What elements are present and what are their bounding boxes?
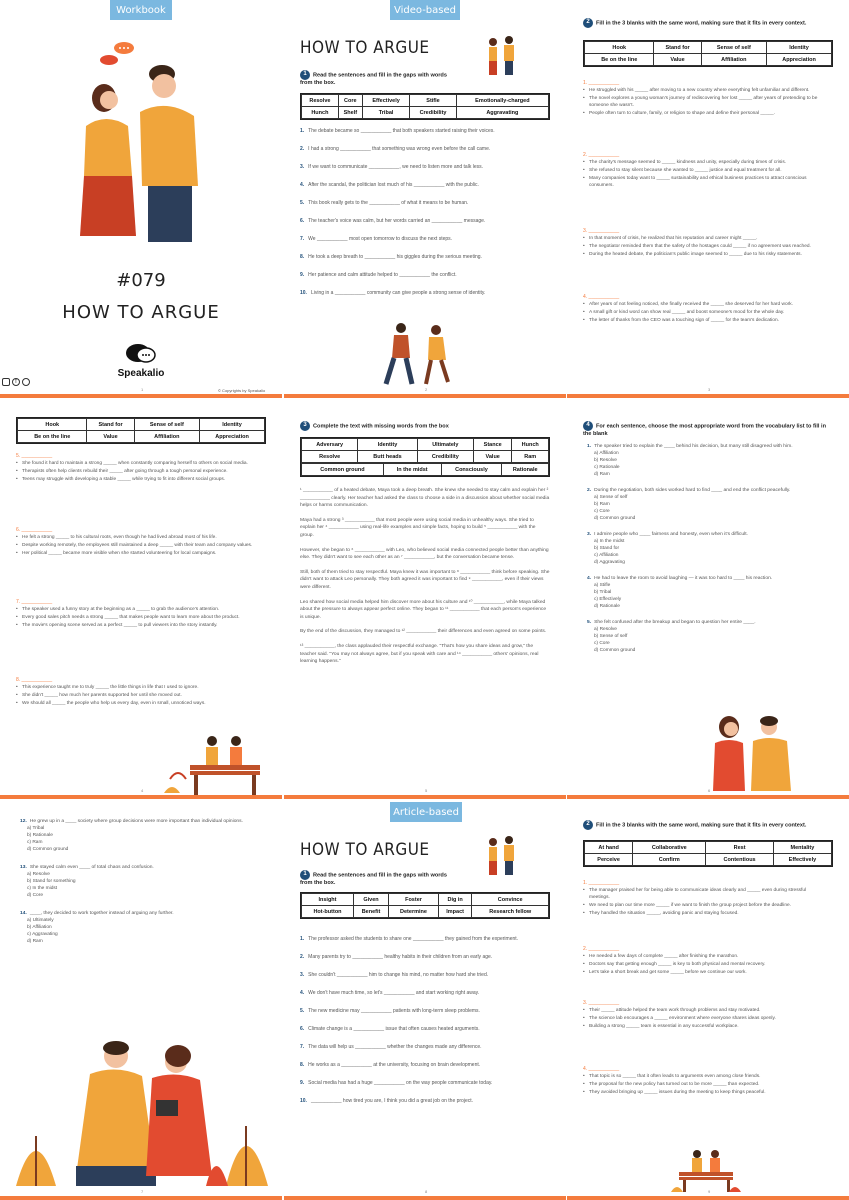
- word: Butt heads: [358, 451, 417, 463]
- exercise-instruction: [583, 820, 843, 830]
- word: Resolve: [302, 95, 339, 107]
- story-text: [300, 487, 550, 673]
- couple-on-bench-illustration: [671, 1146, 741, 1194]
- instruction-text: Read the sentences and fill in the gaps with words from the box.: [300, 872, 447, 886]
- question-item: 13. She stayed calm even ____ of total chaos and confusion. a) Resolve b) Stand for something c) In the midst d) Core: [20, 864, 154, 898]
- page-article-exercise-1: [284, 802, 566, 1200]
- exercise-number: 4: [583, 421, 593, 431]
- page-number: 1: [141, 387, 144, 392]
- list-item: 4. After the scandal, the politician lost much of his ___________ with the public.: [300, 182, 479, 188]
- list-item: 2. I had a strong ___________ that something was wrong even before the call came.: [300, 146, 491, 152]
- exercise-instruction: [583, 18, 843, 28]
- word: Given: [353, 894, 388, 906]
- footer-bar: [0, 795, 282, 799]
- page-video-exercise-3: [284, 401, 566, 799]
- word: Affiliation: [134, 431, 199, 443]
- word: Benefit: [353, 906, 388, 918]
- word: Common ground: [302, 464, 384, 476]
- context-block: 1. ___________ • The manager praised her for being able to communicate ideas clearly and _____ even during stressful meetings. • We need to plan our time more _____ if we want to finish the group project before the deadline. • They handled the situation _____, avoiding panic and staying focused.: [583, 880, 823, 919]
- page-exercise-4-continued: [0, 802, 282, 1200]
- page-number: 2: [425, 387, 428, 392]
- footer-bar: [284, 394, 566, 398]
- word: Hook: [585, 42, 654, 54]
- paragraph: By the end of the discussion, they managed to ¹² ___________ their differences and even agreed on some points.: [300, 629, 547, 635]
- page-title: HOW TO ARGUE: [300, 38, 430, 58]
- word: Aggravating: [456, 107, 548, 119]
- context-block: 3. ___________ • Their _____ attitude helped the team work through problems and stay motivated. • The science lab encourages a _____ environment where everyone shares ideas openly. • Building a strong _____ team is essential in any successful workplace.: [583, 1000, 823, 1032]
- word: Sense of self: [701, 42, 766, 54]
- word: Rest: [706, 842, 774, 854]
- word: Stance: [473, 439, 511, 451]
- exercise-number: 1: [300, 870, 310, 880]
- word: Sense of self: [134, 419, 199, 431]
- page-video-exercise-1: [284, 0, 566, 398]
- word-box: [16, 417, 266, 444]
- couple-small-illustration: [484, 32, 518, 76]
- brand-name: Speakalio: [117, 368, 165, 379]
- page-video-exercise-4: [567, 401, 849, 799]
- list-item: 2. Many parents try to ___________ healthy habits in their children from an early age.: [300, 954, 493, 960]
- paragraph: ¹³ ___________, the class applauded their respectful exchange. "That's how you share ideas and grow," the teacher said. "You may not always agree, but if you speak with care and ¹⁴ ___________ others' opinions, real learning happens.": [300, 643, 539, 665]
- question-item: 1. The speaker tried to explain the ____ behind his decision, but many still disagreed with him. a) Affiliation b) Resolve c) Rationale d) Ram: [587, 444, 793, 477]
- footer-bar: [284, 1196, 566, 1200]
- list-item: 9. Her patience and calm attitude helped to ___________ the conflict.: [300, 272, 457, 278]
- context-block: 1. ___________ • He struggled with his _____ after moving to a new country where everything felt unfamiliar and different. • The novel explores a young woman's journey of rediscovering her lost _____ after years of pretending to be someone she wasn't. • People often turn to culture, family, or religion to shape and define their personal _____.: [583, 80, 823, 119]
- word: Core: [338, 95, 362, 107]
- word: At hand: [585, 842, 633, 854]
- instruction-text: Fill in the 3 blanks with the same word, making sure that it fits in every context.: [596, 20, 807, 27]
- context-block: 6. ___________ • He felt a strong _____ to his cultural roots, even though he had lived abroad most of his life. • Despite working remotely, the employees still maintained a deep _____ with their team and company values. • Her political _____ became more visible when she started volunteering for local campaigns.: [16, 527, 256, 559]
- word: Perceive: [585, 854, 633, 866]
- question-list: [587, 443, 797, 663]
- word: Convince: [472, 894, 549, 906]
- word-box: [300, 892, 550, 919]
- word: Confirm: [633, 854, 706, 866]
- word: Hot-button: [302, 906, 354, 918]
- paragraph: Maya had a strong ³ ___________ that most people were using social media in unhealthy ways. She tried to explain her ⁴ ___________ using real-life examples and simple facts, hoping to build ⁵ ___________ with the group.: [300, 517, 536, 538]
- footer-bar: [567, 394, 849, 398]
- question-item: 14. ____, they decided to work together instead of arguing any further. a) Ultimately b) Affiliation c) Aggravating d) Ram: [20, 910, 174, 944]
- word: Determine: [389, 906, 439, 918]
- list-item: 8. He works as a ___________ at the university, focusing on brain development.: [300, 1062, 481, 1068]
- word: Consciously: [441, 464, 502, 476]
- word: Research fellow: [472, 906, 549, 918]
- list-item: 7. We ___________ most open tomorrow to discuss the next steps.: [300, 236, 453, 242]
- exercise-instruction: [300, 421, 550, 431]
- speakalio-logo-icon: [124, 342, 158, 366]
- page-number: 3: [708, 387, 711, 392]
- word: Appreciation: [767, 54, 832, 66]
- instagram-icon[interactable]: [2, 378, 10, 386]
- word: Impact: [438, 906, 471, 918]
- word: Shelf: [338, 107, 362, 119]
- exercise-instruction: [300, 870, 460, 887]
- context-block: 2. ___________ • He needed a few days of complete _____ after finishing the marathon. • Doctors say that getting enough _____ is key to both physical and mental recovery. • Let's take a short break and get some _____ before we continue our work.: [583, 946, 823, 978]
- word: Identity: [767, 42, 832, 54]
- page-exercise-2-continued: [0, 401, 282, 799]
- question-item: 3. I admire people who ____ fairness and honesty, even when it's difficult. a) In the midst b) Stand for c) Affiliation d) Aggravating: [587, 531, 748, 565]
- word: Value: [87, 431, 134, 443]
- word: Effectively: [773, 854, 831, 866]
- exercise-number: 2: [583, 820, 593, 830]
- copyright: © Copyrights by Speakalio: [218, 388, 266, 393]
- list-item: 5. The new medicine may ___________ patients with long-term sleep problems.: [300, 1008, 480, 1014]
- page-number: 7: [141, 1189, 144, 1194]
- exercise-number: 3: [300, 421, 310, 431]
- instruction-text: Complete the text with missing words from the box: [313, 423, 449, 430]
- couple-on-bench-illustration: [162, 727, 262, 797]
- context-block: 8. ___________ • This experience taught me to truly _____ the little things in life that I used to ignore. • She didn't _____ how much her parents supported her until she moved out. • We should all _____ the people who help us every day, even in small, unnoticed ways.: [16, 677, 256, 709]
- list-item: 5. This book really gets to the ___________ of what it means to be human.: [300, 200, 469, 206]
- list-item: 7. The data will help us ___________ whether the changes made any difference.: [300, 1044, 482, 1050]
- social-icons: [2, 378, 30, 386]
- word: Stifle: [410, 95, 456, 107]
- word: In the midst: [383, 464, 441, 476]
- word-box: [583, 40, 833, 67]
- page-video-exercise-2: [567, 0, 849, 398]
- page-number: 8: [425, 1189, 428, 1194]
- word-box: [300, 93, 550, 120]
- word: Collaborative: [633, 842, 706, 854]
- word: Stand for: [654, 42, 701, 54]
- page-cover: [0, 0, 282, 398]
- word: Rationale: [502, 464, 549, 476]
- word: Resolve: [302, 451, 358, 463]
- section-tag: Article-based: [390, 802, 462, 822]
- list-item: 1. The professor asked the students to share one ___________ they gained from the experiment.: [300, 936, 519, 942]
- arguing-couple-illustration: [76, 36, 206, 246]
- paragraph: ¹ ___________ of a heated debate, Maya took a deep breath. She knew she needed to stay calm and explain her ² ___________ clearly. Her teacher had asked the class to choose a side in a discussion about whether social media helps or harms communication.: [300, 488, 550, 509]
- word: Appreciation: [200, 431, 265, 443]
- context-block: 3. ___________ • In that moment of crisis, he realized that his reputation and career might _____. • The negotiator reminded them that the safety of the hostages could _____ if no agreement was reached. • During the heated debate, the politician's public image seemed to _____ due to his risky statements.: [583, 228, 823, 260]
- word: Dig in: [438, 894, 471, 906]
- page-number: 6: [708, 788, 711, 793]
- question-list: [20, 818, 250, 954]
- exercise-instruction: [583, 421, 833, 438]
- context-block: 5. ___________ • She found it hard to maintain a strong _____ when constantly comparing herself to others on social media. • Therapists often help clients rebuild their _____ after going through a tough personal experience. • Teens may struggle with developing a stable _____ while trying to fit into different social groups.: [16, 453, 256, 485]
- context-block: 2. ___________ • The charity's message seemed to _____ kindness and unity, especially during times of crisis. • She refused to stay silent because she wanted to _____ justice and equal treatment for all. • Many companies today want to _____ sustainability and ethical business practices to attract conscious consumers.: [583, 152, 823, 191]
- footer-bar: [567, 1196, 849, 1200]
- couple-walking-illustration: [376, 320, 466, 390]
- instruction-text: For each sentence, choose the most appropriate word from the vocabulary list to fill in the blank: [583, 423, 827, 437]
- word: Hunch: [302, 107, 339, 119]
- paragraph: Leo shared how social media helped him discover more about his culture and ¹⁰ ___________, while Maya talked about the pressure to always appear perfect online. They began to ¹¹ ___________ that each person's experience is unique.: [300, 599, 547, 620]
- couple-small-illustration: [484, 832, 518, 876]
- paragraph: However, she began to ⁶ ___________ with Leo, who believed social media connected people better than anything else. They didn't want to see each other as an ⁷ ___________, but the conversation became tense.: [300, 547, 549, 561]
- list-item: 6. The teacher's voice was calm, but her words carried an ___________ message.: [300, 218, 486, 224]
- word: Credibility: [410, 107, 456, 119]
- word: Identity: [358, 439, 417, 451]
- word: Insight: [302, 894, 354, 906]
- worksheet-code: #079: [116, 270, 166, 291]
- couple-reading-illustration: [6, 1016, 276, 1196]
- question-item: 2. During the negotiation, both sides worked hard to find ____ and end the conflict peacefully. a) Sense of self b) Ram c) Core d) Common ground: [587, 487, 791, 521]
- section-tag: Video-based: [390, 0, 460, 20]
- word: Ultimately: [417, 439, 473, 451]
- word: Ram: [512, 451, 549, 463]
- list-item: 3. She couldn't ___________ him to change his mind, no matter how hard she tried.: [300, 972, 489, 978]
- word: Be on the line: [18, 431, 87, 443]
- list-item: 10. ___________ how tired you are, I think you did a great job on the project.: [300, 1098, 474, 1104]
- list-item: 10. Living in a ___________ community can give people a strong sense of identity.: [300, 290, 486, 296]
- word: Value: [654, 54, 701, 66]
- question-item: 4. He had to leave the room to avoid laughing — it was too hard to ____ his reaction. a) Stifle b) Tribal c) Effectively d) Rationale: [587, 575, 773, 609]
- list-item: 3. If we want to communicate ___________, we need to listen more and talk less.: [300, 164, 483, 170]
- page-number: 4: [141, 788, 144, 793]
- context-block: 4. ___________ • That topic is so _____ that it often leads to arguments even among close friends. • The proposal for the new policy has turned out to be more _____ than expected. • They avoided bringing up _____ issues during the meeting to keep things peaceful.: [583, 1066, 823, 1098]
- list-item: 9. Social media has had a huge ___________ on the way people communicate today.: [300, 1080, 493, 1086]
- exercise-number: 1: [300, 70, 310, 80]
- page-article-exercise-2: [567, 802, 849, 1200]
- word: Hunch: [512, 439, 549, 451]
- word-box: [300, 437, 550, 477]
- word: Mentality: [773, 842, 831, 854]
- sentence-list: [300, 128, 540, 308]
- context-block: 7. ___________ • The speaker used a funny story at the beginning as a _____ to grab the audience's attention. • Every good sales pitch needs a strong _____ that makes people want to learn more about the product. • The movie's opening scene served as a perfect _____ to pull viewers into the story instantly.: [16, 599, 256, 631]
- word: Value: [473, 451, 511, 463]
- question-item: 12. He grew up in a ____ society where group decisions were more important than individual opinions. a) Tribal b) Rationale c) Ram d) Common ground: [20, 819, 243, 852]
- exercise-number: 2: [583, 18, 593, 28]
- facebook-icon[interactable]: f: [12, 378, 20, 386]
- footer-bar: [284, 795, 566, 799]
- word: Effectively: [362, 95, 409, 107]
- list-item: 6. Climate change is a ___________ issue that often causes heated arguments.: [300, 1026, 480, 1032]
- footer-bar: [0, 394, 282, 398]
- word: Foster: [389, 894, 439, 906]
- page-number: 5: [425, 788, 428, 793]
- word-box: [583, 840, 833, 867]
- sentence-list: [300, 936, 540, 1116]
- word: Identity: [200, 419, 265, 431]
- couple-thinking-illustration: [707, 713, 797, 793]
- context-block: 4. ___________ • After years of not feeling noticed, she finally received the _____ she deserved for her hard work. • A small gift or kind word can show real _____ and boost someone's mood for the whole day. • The letter of thanks from the CEO was a touching sign of _____ for the team's dedication.: [583, 294, 823, 326]
- word: Contentious: [706, 854, 774, 866]
- instruction-text: Read the sentences and fill in the gaps with words from the box.: [300, 72, 447, 86]
- word: Credibility: [417, 451, 473, 463]
- word: Be on the line: [585, 54, 654, 66]
- question-item: 5. She felt confused after the breakup and began to question her entire ____. a) Resolve b) Sense of self c) Core d) Common ground: [587, 619, 756, 653]
- word: Affiliation: [701, 54, 766, 66]
- page-number: 9: [708, 1189, 711, 1194]
- instruction-text: Fill in the 3 blanks with the same word, making sure that it fits in every context.: [596, 822, 807, 829]
- word: Emotionally-charged: [456, 95, 548, 107]
- exercise-instruction: [300, 70, 460, 87]
- section-tag: Workbook: [110, 0, 172, 20]
- list-item: 8. He took a deep breath to ___________ his giggles during the serious meeting.: [300, 254, 482, 260]
- paragraph: Still, both of them tried to stay respectful. Maya knew it was important to ⁸ ___________ think before speaking. She didn't want to attack Leo personally. They both agreed it was important to find ⁹ ___________, even if their views were different.: [300, 569, 550, 590]
- list-item: 1. The debate became so ___________ that both speakers started raising their voices.: [300, 128, 495, 134]
- footer-bar: [0, 1196, 282, 1200]
- chat-icon[interactable]: [22, 378, 30, 386]
- word: Tribal: [362, 107, 409, 119]
- word: Stand for: [87, 419, 134, 431]
- word: Hook: [18, 419, 87, 431]
- list-item: 4. We don't have much time, so let's ___________ and start working right away.: [300, 990, 480, 996]
- footer-bar: [567, 795, 849, 799]
- word: Adversary: [302, 439, 358, 451]
- page-title: HOW TO ARGUE: [300, 840, 430, 860]
- cover-title: HOW TO ARGUE: [62, 302, 220, 323]
